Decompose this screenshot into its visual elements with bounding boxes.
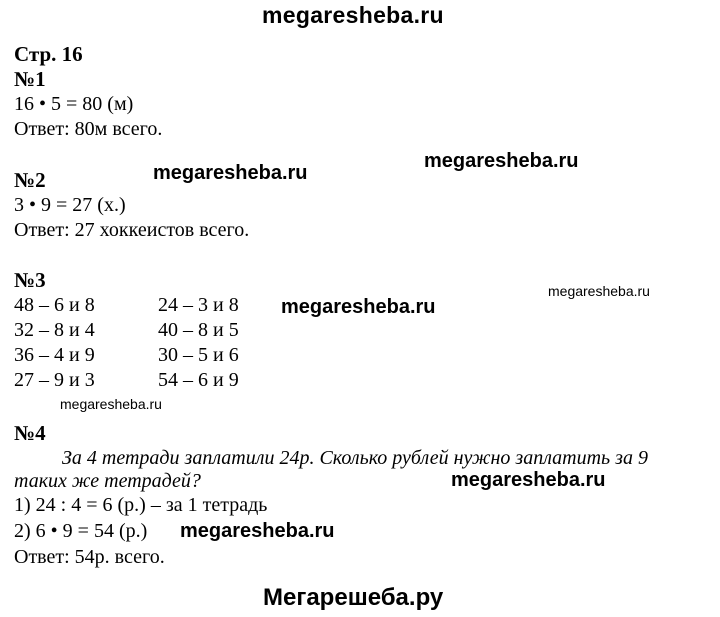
problem-4-step2: 2) 6 • 9 = 54 (р.) <box>14 520 148 542</box>
problem-3-col1-row1: 48 – 6 и 8 <box>14 294 95 316</box>
watermark-3: megaresheba.ru <box>548 283 650 299</box>
problem-2-solution: 3 • 9 = 27 (х.) <box>14 194 126 216</box>
problem-4-task-line2: таких же тетрадей? <box>14 470 201 492</box>
problem-3-col2-row2: 40 – 8 и 5 <box>158 319 239 341</box>
problem-3-col1-row4: 27 – 9 и 3 <box>14 369 95 391</box>
problem-2-answer: Ответ: 27 хоккеистов всего. <box>14 219 250 241</box>
page-title: Стр. 16 <box>14 42 83 66</box>
problem-3-col2-row1: 24 – 3 и 8 <box>158 294 239 316</box>
problem-3-col2-row4: 54 – 6 и 9 <box>158 369 239 391</box>
watermark-4: megaresheba.ru <box>281 296 436 318</box>
problem-2-number: №2 <box>14 168 46 192</box>
watermark-2: megaresheba.ru <box>153 162 308 184</box>
problem-4-answer: Ответ: 54р. всего. <box>14 546 165 568</box>
problem-4-number: №4 <box>14 421 46 445</box>
problem-1-solution: 16 • 5 = 80 (м) <box>14 93 134 115</box>
watermark-7: megaresheba.ru <box>180 520 335 542</box>
problem-3-col2-row3: 30 – 5 и 6 <box>158 344 239 366</box>
problem-4-step1: 1) 24 : 4 = 6 (р.) – за 1 тетрадь <box>14 494 268 516</box>
header-watermark: megaresheba.ru <box>262 2 444 28</box>
watermark-1: megaresheba.ru <box>424 150 579 172</box>
watermark-5: megaresheba.ru <box>60 396 162 412</box>
problem-4-task-line1: За 4 тетради заплатили 24р. Сколько рублей нужно заплатить за 9 <box>62 447 648 469</box>
problem-1-number: №1 <box>14 67 46 91</box>
problem-1-answer: Ответ: 80м всего. <box>14 118 163 140</box>
footer-watermark: Мегарешеба.ру <box>263 584 444 611</box>
problem-3-col1-row3: 36 – 4 и 9 <box>14 344 95 366</box>
watermark-6: megaresheba.ru <box>451 469 606 491</box>
problem-3-col1-row2: 32 – 8 и 4 <box>14 319 95 341</box>
problem-3-number: №3 <box>14 268 46 292</box>
